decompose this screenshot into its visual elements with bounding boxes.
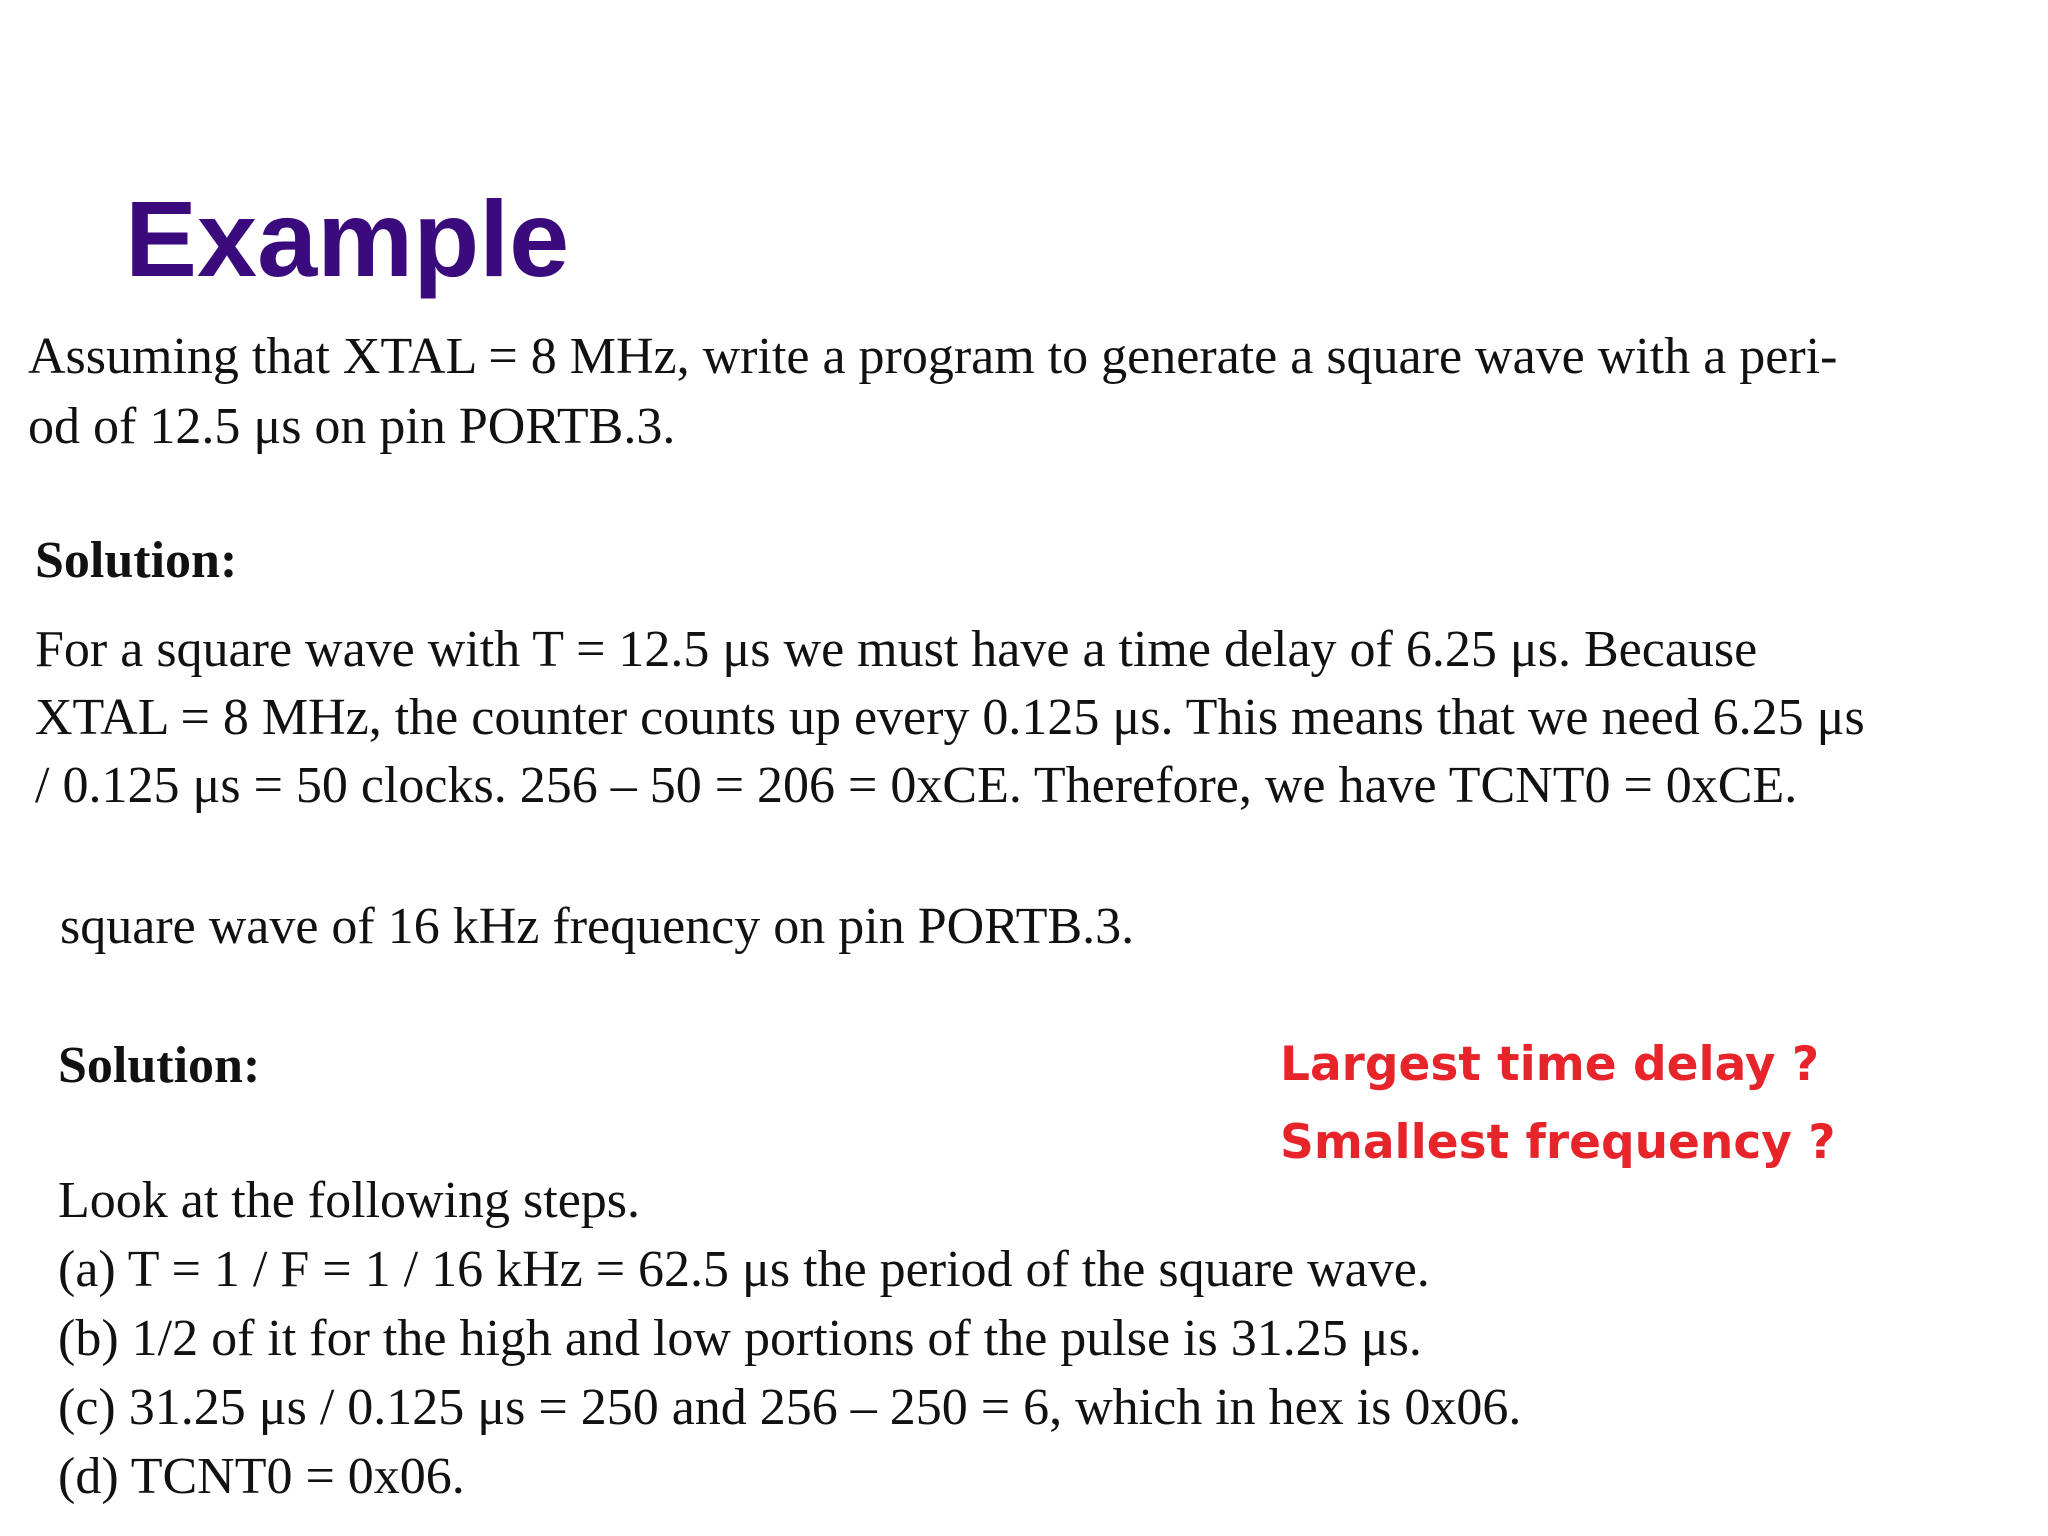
solution-2-step-b: (b) 1/2 of it for the high and low portions of the pulse is 31.25 μs. bbox=[58, 1310, 1422, 1367]
solution-2-step-c: (c) 31.25 μs / 0.125 μs = 250 and 256 – 250 = 6, which in hex is 0x06. bbox=[58, 1379, 1522, 1436]
problem-1-line: od of 12.5 μs on pin PORTB.3. bbox=[28, 398, 676, 455]
solution-1-label: Solution: bbox=[35, 532, 238, 589]
solution-2-step-d: (d) TCNT0 = 0x06. bbox=[58, 1448, 465, 1505]
solution-2-line: Look at the following steps. bbox=[58, 1172, 641, 1229]
solution-1-text bbox=[35, 616, 1865, 820]
problem-2-text: square wave of 16 kHz frequency on pin PORTB.3. bbox=[60, 898, 1135, 955]
slide-title: Example bbox=[125, 178, 570, 299]
solution-2-step-a: (a) T = 1 / F = 1 / 16 kHz = 62.5 μs the period of the square wave. bbox=[58, 1241, 1430, 1298]
solution-1-line: / 0.125 μs = 50 clocks. 256 – 50 = 206 = 0xCE. Therefore, we have TCNT0 = 0xCE. bbox=[35, 757, 1798, 814]
solution-1-line: XTAL = 8 MHz, the counter counts up every 0.125 μs. This means that we need 6.25 μs bbox=[35, 689, 1865, 746]
annotation-line-largest-delay: Largest time delay ? bbox=[1280, 1037, 1820, 1092]
annotation-note bbox=[1280, 1026, 1836, 1182]
problem-1-line: Assuming that XTAL = 8 MHz, write a program to generate a square wave with a peri- bbox=[28, 328, 1838, 385]
annotation-line-smallest-frequency: Smallest frequency ? bbox=[1280, 1115, 1836, 1170]
solution-1-line: For a square wave with T = 12.5 μs we must have a time delay of 6.25 μs. Because bbox=[35, 621, 1758, 678]
solution-2-steps bbox=[58, 1166, 1521, 1511]
problem-1-text bbox=[28, 322, 1837, 462]
solution-2-label: Solution: bbox=[58, 1037, 261, 1094]
